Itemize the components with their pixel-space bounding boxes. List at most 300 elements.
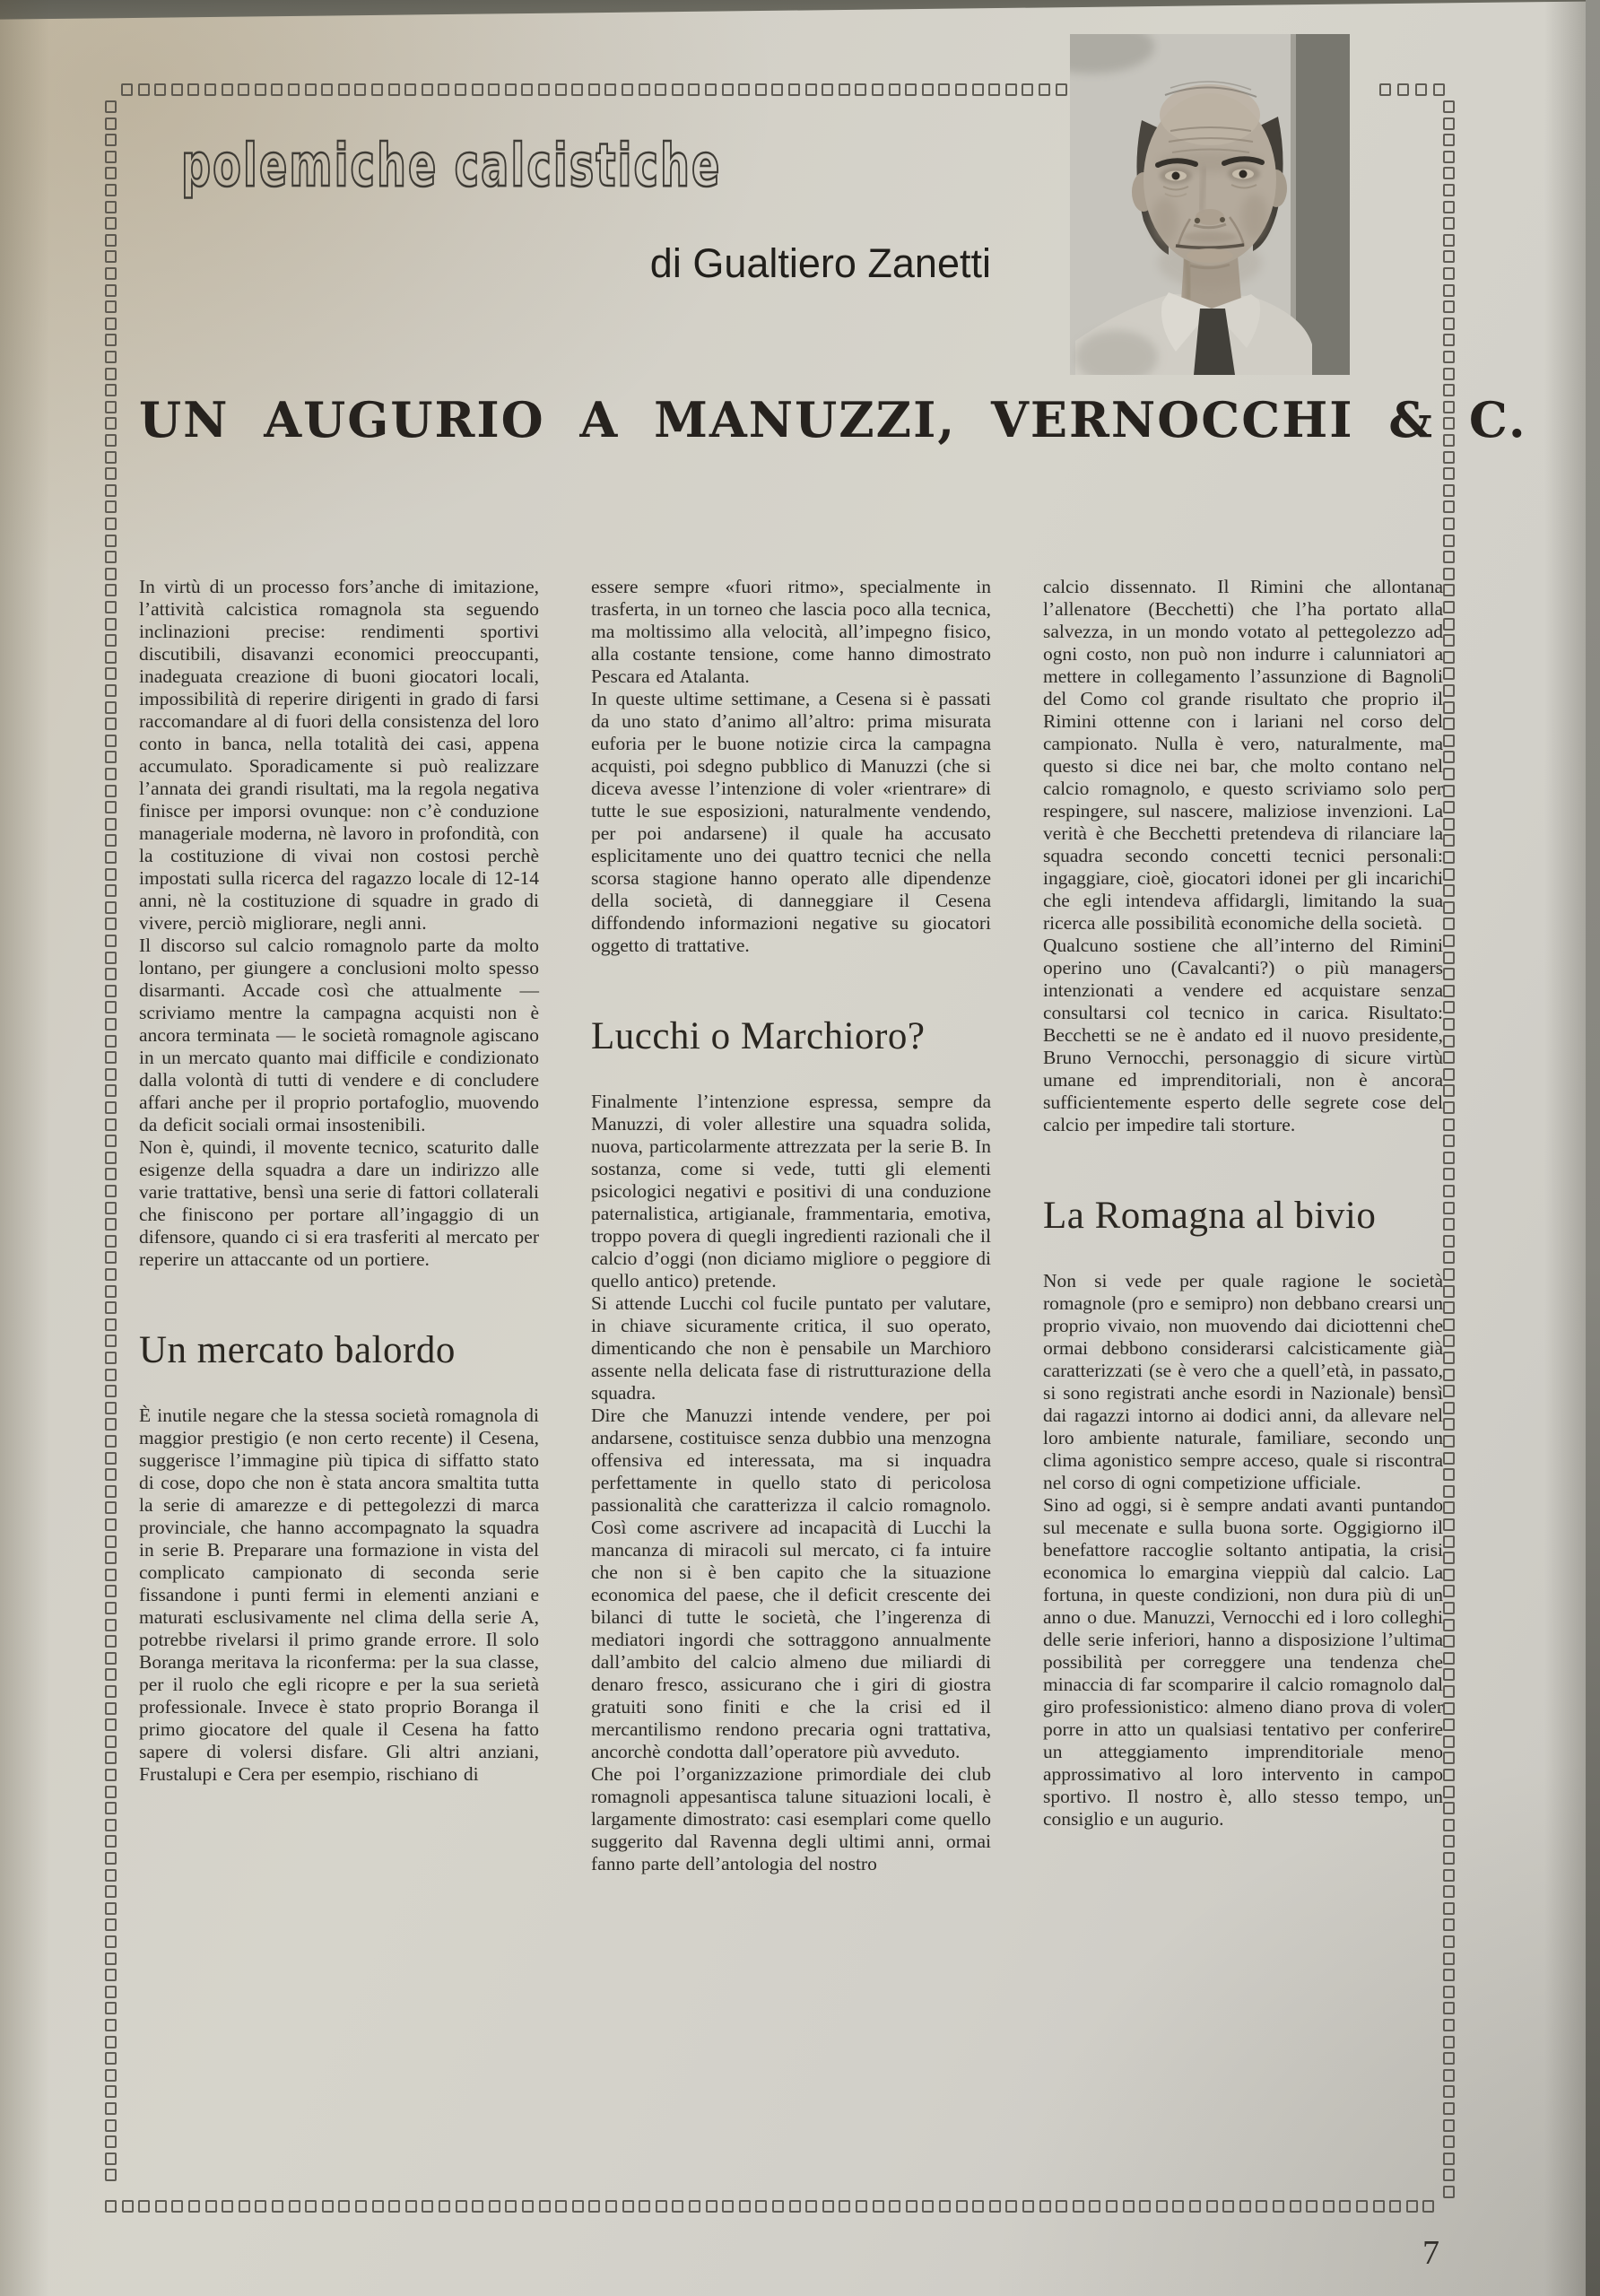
border-square — [1290, 2200, 1301, 2213]
border-square — [105, 1585, 117, 1597]
border-square — [1005, 2200, 1017, 2213]
border-square — [889, 2200, 900, 2213]
border-square — [622, 83, 633, 96]
border-square — [505, 2200, 517, 2213]
border-square — [1443, 250, 1455, 263]
byline: di Gualtiero Zanetti — [649, 240, 991, 286]
border-square — [105, 701, 117, 714]
border-square — [1443, 1835, 1455, 1848]
border-square — [889, 83, 900, 96]
border-square — [105, 1285, 117, 1298]
border-square — [105, 1935, 117, 1948]
border-square — [1443, 1735, 1455, 1748]
border-square — [105, 1001, 117, 1013]
border-square — [105, 2135, 117, 2148]
border-square — [105, 1535, 117, 1548]
border-square — [1443, 267, 1455, 280]
border-square — [588, 2200, 600, 2213]
border-square — [539, 2200, 551, 2213]
border-square — [722, 2200, 734, 2213]
border-square — [105, 1885, 117, 1898]
border-square — [1443, 2102, 1455, 2115]
border-square — [1123, 2200, 1135, 2213]
border-square — [1443, 184, 1455, 196]
border-square — [105, 718, 117, 730]
border-square — [105, 1952, 117, 1965]
border-square — [1443, 968, 1455, 980]
border-square — [1443, 1852, 1455, 1865]
section-heading: Lucchi o Marchioro? — [591, 1015, 926, 1057]
border-square — [1397, 83, 1409, 96]
border-square — [1443, 1268, 1455, 1281]
border-square — [105, 151, 117, 163]
border-square — [105, 1769, 117, 1781]
border-square — [105, 2169, 117, 2181]
border-square — [305, 83, 317, 96]
border-square — [1373, 2200, 1385, 2213]
border-square — [488, 83, 500, 96]
border-square — [856, 2200, 867, 2213]
border-square — [455, 83, 466, 96]
border-square — [138, 2200, 150, 2213]
border-square — [1156, 2200, 1168, 2213]
border-square — [105, 768, 117, 780]
border-square — [939, 2200, 951, 2213]
scan-left-shadow — [0, 0, 49, 2296]
border-square — [1443, 801, 1455, 813]
article-paragraph: In queste ultime settimane, a Cesena si è passati da uno stato d’animo all’altro: prima misurata euforia per le buone notizie circa la campagna acquisti, poi sdegno pubblico di Manuzzi (che si diceva avesse l’intenzione di voler «rientrare» di tutte le sue esposizioni, naturalmente vendendo, per poi andarsene) il quale ha accusato esplicitamente uno dei quattro tecnici che nella scorsa stagione hanno operato alle dipendenze della società, di danneggiare il Cesena diffondendo informazioni negative su giocatori oggetto di trattative. — [591, 688, 991, 956]
border-square — [105, 1152, 117, 1164]
border-square — [1443, 584, 1455, 596]
border-square — [472, 83, 483, 96]
border-square — [105, 801, 117, 813]
border-square — [672, 83, 683, 96]
border-square — [1139, 2200, 1151, 2213]
border-square — [688, 83, 700, 96]
article-body — [139, 576, 1444, 1875]
border-square — [1443, 718, 1455, 730]
border-square — [105, 1185, 117, 1197]
border-square — [1443, 500, 1455, 513]
border-square — [105, 1501, 117, 1514]
border-square — [1443, 1602, 1455, 1614]
border-square — [1443, 1885, 1455, 1898]
border-square — [739, 2200, 751, 2213]
border-square — [972, 2200, 984, 2213]
border-square — [1443, 1752, 1455, 1764]
border-square — [105, 1452, 117, 1465]
border-square — [105, 1352, 117, 1364]
border-square — [1239, 2200, 1251, 2213]
border-square — [938, 83, 950, 96]
border-square — [1443, 1135, 1455, 1147]
border-square — [105, 1986, 117, 1998]
border-square — [1443, 1668, 1455, 1681]
border-square — [1379, 83, 1391, 96]
border-square — [422, 83, 433, 96]
border-square — [1443, 2052, 1455, 2065]
border-square — [204, 83, 216, 96]
border-square — [1443, 1869, 1455, 1882]
border-square — [1443, 568, 1455, 580]
border-square — [105, 1235, 117, 1248]
border-square — [1306, 2200, 1317, 2213]
border-square — [988, 83, 1000, 96]
border-square — [1443, 284, 1455, 297]
border-square — [1189, 2200, 1201, 2213]
border-square — [105, 1418, 117, 1431]
article-column-1 — [139, 576, 539, 1875]
border-square — [105, 601, 117, 613]
border-square — [1443, 1035, 1455, 1048]
border-square — [255, 2200, 266, 2213]
border-square — [1443, 2019, 1455, 2031]
border-square — [538, 83, 550, 96]
border-square — [839, 2200, 850, 2213]
border-square — [689, 2200, 700, 2213]
border-square — [105, 134, 117, 146]
border-square — [255, 83, 266, 96]
border-square — [105, 500, 117, 513]
border-square — [1443, 1619, 1455, 1631]
border-square — [105, 651, 117, 664]
article-paragraph: calcio dissennato. Il Rimini che allontana l’allenatore (Becchetti) che l’ha portato alla salvezza, in un mondo votato al pettegolezzo ad ogni costo, non può non indurre i calunniatori a mettere in collegamento l’assunzione di Bagnoli del Como col grande risultato che proprio il Rimini ottenne con i lariani nel corso del campionato. Nulla è vero, naturalmente, ma questo si dice nei bar, che molto contano nel calcio romagnolo, e questo scriviamo solo per respingere, sul nascere, maliziose invenzioni. La verità è che Becchetti pretendeva di rilanciare la squadra secondo concetti tecnici personali: ingaggiare, cioè, giocatori idonei per gli incarichi che egli intendeva affidargli, limitando la sua ricerca alle possibilità economiche della società. — [1043, 576, 1443, 934]
border-square — [1443, 1902, 1455, 1915]
border-square — [1443, 651, 1455, 664]
border-square — [105, 234, 117, 247]
border-square — [1443, 1369, 1455, 1381]
border-square — [755, 83, 767, 96]
border-square — [105, 1402, 117, 1414]
border-square — [105, 434, 117, 447]
border-square — [105, 284, 117, 297]
border-square — [522, 2200, 534, 2213]
border-square — [271, 83, 283, 96]
border-square — [1443, 985, 1455, 997]
border-square — [1443, 935, 1455, 947]
border-square — [105, 1635, 117, 1648]
border-square — [105, 1218, 117, 1231]
border-square — [772, 2200, 784, 2213]
page-number: 7 — [1422, 2234, 1439, 2272]
border-square — [855, 83, 866, 96]
border-square — [1443, 1285, 1455, 1298]
border-square — [321, 83, 333, 96]
border-square — [1443, 1969, 1455, 1981]
border-square — [338, 2200, 350, 2213]
border-square — [105, 1685, 117, 1698]
border-square — [205, 2200, 217, 2213]
border-square — [1005, 83, 1017, 96]
border-square — [922, 83, 934, 96]
border-square — [1443, 634, 1455, 647]
border-square — [105, 884, 117, 897]
border-square — [105, 834, 117, 847]
scan-right-shadow — [1544, 0, 1586, 2296]
border-square — [1443, 117, 1455, 130]
border-square — [1443, 2036, 1455, 2048]
border-square — [1443, 1068, 1455, 1081]
border-square — [105, 2052, 117, 2065]
border-square — [122, 2200, 134, 2213]
border-square — [1415, 83, 1427, 96]
border-square — [105, 634, 117, 647]
border-square — [105, 217, 117, 230]
border-square — [1443, 1152, 1455, 1164]
border-square — [1443, 1301, 1455, 1314]
article-paragraph: essere sempre «fuori ritmo», specialmente in trasferta, in un torneo che lascia poco alla tecnica, ma moltissimo alla velocità, all’impegno fisico, alla costante tensione, come hanno dimostrato Pescara ed Atalanta. — [591, 576, 991, 687]
border-square — [1443, 1251, 1455, 1264]
border-square — [105, 184, 117, 196]
border-square — [105, 384, 117, 396]
border-square — [1443, 2186, 1455, 2198]
border-square — [1443, 1168, 1455, 1180]
border-square — [105, 667, 117, 680]
article-column-2 — [591, 576, 991, 1875]
border-square — [1443, 2152, 1455, 2165]
border-square — [105, 1202, 117, 1214]
article-column-3 — [1043, 576, 1443, 1875]
article-paragraph: In virtù di un processo fors’anche di imitazione, l’attività calcistica romagnola sta seguendo inclinazioni precise: rendimenti sportivi discutibili, disavanzi economici preoccupanti, inadeguata creazione di buoni giocatori locali, impossibilità di reperire dirigenti in grado di farsi raccomandare al di fuori della consistenza del loro conto in banca, nella totalità dei casi, appena accumulato. Sporadicamente si può realizzare l’annata dei grandi risultati, ma la regola negativa finisce per imporsi ovunque: non c’è conduzione manageriale moderna, nè lavoro in profondità, con la costituzione di vivai non costosi perchè impostati sulla ricerca del ragazzo locale di 12-14 anni, nè la costituzione di squadre in grado di vivere, perciò migliorare, negli anni. — [139, 576, 539, 934]
border-square — [872, 83, 883, 96]
article-paragraph: Dire che Manuzzi intende vendere, per poi andarsene, costituisce senza dubbio una menzogna offensiva ed interessata, ma si inquadra perfettamente in quello stato di pericolosa passionalità che caratterizza il calcio romagnolo. Così come ascrivere ad incapacità di Lucchi la mancanza di miracoli sul mercato, ci fa intuire che non si è ben capito che la situazione economica del paese, che il deficit crescente dei bilanci di tutte le società, che l’ingerenza di mediatori ingordi che sottraggono annualmente dall’ambito del calcio almeno due miliardi di denaro fresco, assicurano che i giri di giostra gratuiti sono finiti e che la crisi ed il mercantilismo rendono precaria ogni trattativa, ancorchè condotta dall’operatore più avveduto. — [591, 1405, 991, 1762]
border-square — [105, 100, 117, 113]
border-square — [105, 935, 117, 947]
border-square — [105, 1702, 117, 1715]
border-square — [1422, 2200, 1434, 2213]
border-square — [1443, 551, 1455, 563]
border-square — [105, 2036, 117, 2048]
portrait-photo-illustration — [1070, 34, 1350, 375]
border-square — [105, 1819, 117, 1831]
border-square — [622, 2200, 634, 2213]
border-square — [1339, 2200, 1351, 2213]
border-square — [105, 2119, 117, 2132]
border-square — [505, 83, 517, 96]
border-square — [105, 1135, 117, 1147]
border-square — [239, 2200, 250, 2213]
border-square — [105, 1569, 117, 1581]
border-square — [154, 83, 166, 96]
border-square — [439, 2200, 450, 2213]
section-title: polemiche calcistiche — [181, 131, 722, 200]
border-square — [105, 1902, 117, 1915]
border-square — [955, 83, 967, 96]
border-square — [1039, 83, 1050, 96]
border-square — [388, 2200, 400, 2213]
border-square — [1022, 2200, 1034, 2213]
border-square — [605, 2200, 617, 2213]
border-square — [105, 1786, 117, 1798]
border-square — [404, 83, 416, 96]
border-square — [1443, 467, 1455, 480]
border-square — [105, 201, 117, 213]
border-square — [1443, 334, 1455, 346]
border-square — [105, 968, 117, 980]
border-square — [105, 568, 117, 580]
border-square — [105, 1385, 117, 1397]
border-square — [1443, 1518, 1455, 1531]
border-square — [1443, 868, 1455, 881]
border-square — [989, 2200, 1001, 2213]
border-square — [755, 2200, 767, 2213]
border-square — [105, 952, 117, 964]
article-paragraph: Qualcuno sostiene che all’interno del Rimini operino uno (Cavalcanti?) o più managers intenzionati a vendere ed acquistare senza consultarsi col tecnico in carica. Risultato: Becchetti se ne è andato ed il nuovo presidente, Bruno Vernocchi, personaggio di sicure virtù umane ed imprenditoriali, non è ancora sufficientemente esperto delle segrete cose del calcio per impedire tali storture. — [1043, 935, 1443, 1135]
border-square — [1443, 901, 1455, 914]
border-square — [1443, 1118, 1455, 1131]
article-paragraph: Non è, quindi, il movente tecnico, scaturito dalle esigenze della squadra a dare un indirizzo alle varie trattative, bensì una serie di fattori collaterali che finiscono per portare all’ingaggio di un difensore, quando ci si era trasferiti al mercato per reperire un attaccante od un portiere. — [139, 1136, 539, 1270]
scan-right-edge — [1586, 0, 1600, 2296]
border-square — [105, 1852, 117, 1865]
border-square — [639, 83, 650, 96]
border-square — [105, 2102, 117, 2115]
border-square — [905, 83, 917, 96]
border-square — [438, 83, 449, 96]
border-square — [1443, 918, 1455, 930]
article-headline: UN AUGURIO A MANUZZI, VERNOCCHI & C. — [139, 391, 1527, 448]
border-square — [372, 2200, 384, 2213]
border-square — [105, 317, 117, 330]
border-square — [1443, 351, 1455, 363]
border-square — [1443, 834, 1455, 847]
border-square — [1443, 1635, 1455, 1648]
border-square — [972, 83, 984, 96]
border-square — [105, 2069, 117, 2082]
border-square — [1443, 1452, 1455, 1465]
border-square — [1443, 1185, 1455, 1197]
border-square — [105, 1118, 117, 1131]
border-square — [1443, 1101, 1455, 1114]
border-square — [105, 1301, 117, 1314]
border-square — [105, 1084, 117, 1097]
border-square — [456, 2200, 467, 2213]
border-square — [1056, 2200, 1067, 2213]
border-square — [1443, 1435, 1455, 1448]
border-square — [105, 751, 117, 763]
border-square — [1206, 2200, 1218, 2213]
section-heading: Un mercato balordo — [139, 1329, 456, 1371]
border-square — [105, 167, 117, 179]
border-square — [922, 2200, 934, 2213]
border-square — [105, 1835, 117, 1848]
border-square — [105, 1718, 117, 1731]
border-square — [105, 1018, 117, 1031]
border-square — [1443, 217, 1455, 230]
border-square — [1022, 83, 1033, 96]
border-square — [289, 2200, 300, 2213]
border-square — [1443, 1468, 1455, 1481]
border-square — [1443, 1235, 1455, 1248]
border-square — [839, 83, 850, 96]
border-square — [571, 83, 583, 96]
border-square — [1443, 2135, 1455, 2148]
border-square — [1443, 1918, 1455, 1931]
border-square — [272, 2200, 283, 2213]
border-square — [1443, 234, 1455, 247]
border-square — [188, 2200, 200, 2213]
border-square — [722, 83, 734, 96]
border-square — [105, 117, 117, 130]
border-square — [1443, 1318, 1455, 1331]
border-square — [388, 83, 400, 96]
border-square — [705, 83, 717, 96]
border-square — [371, 83, 383, 96]
border-square — [489, 2200, 500, 2213]
border-square — [105, 351, 117, 363]
border-square — [1443, 167, 1455, 179]
border-square — [105, 1168, 117, 1180]
border-square — [1443, 201, 1455, 213]
border-square — [1443, 751, 1455, 763]
border-square — [656, 2200, 667, 2213]
border-square — [171, 2200, 183, 2213]
border-square — [105, 1619, 117, 1631]
border-square — [1443, 1385, 1455, 1397]
border-square — [105, 1435, 117, 1448]
border-square — [906, 2200, 917, 2213]
border-square — [1443, 2169, 1455, 2181]
border-square — [1443, 1585, 1455, 1597]
border-square — [1443, 1652, 1455, 1665]
border-square — [472, 2200, 483, 2213]
border-square — [1443, 300, 1455, 313]
border-square — [1443, 735, 1455, 747]
border-square — [1443, 134, 1455, 146]
border-square — [105, 1752, 117, 1764]
border-square — [1056, 83, 1067, 96]
border-square — [706, 2200, 717, 2213]
border-square — [1443, 1685, 1455, 1698]
border-square — [873, 2200, 884, 2213]
border-square — [1443, 451, 1455, 464]
border-square — [572, 2200, 584, 2213]
border-square — [105, 985, 117, 997]
border-square — [105, 1652, 117, 1665]
border-square — [105, 1485, 117, 1498]
border-square — [105, 1918, 117, 1931]
border-square — [105, 517, 117, 530]
border-square — [288, 83, 300, 96]
border-square — [805, 2200, 817, 2213]
border-square — [105, 684, 117, 697]
border-square — [738, 83, 750, 96]
border-square — [655, 83, 666, 96]
border-square — [1273, 2200, 1284, 2213]
border-square — [138, 83, 150, 96]
border-square — [1443, 2085, 1455, 2098]
border-square — [1443, 151, 1455, 163]
border-square — [1443, 1051, 1455, 1064]
border-square — [1443, 884, 1455, 897]
border-square — [105, 1735, 117, 1748]
border-square — [1443, 535, 1455, 547]
article-paragraph: È inutile negare che la stessa società romagnola di maggior prestigio (e non certo recente) il Cesena, suggerisce l’immagine più tipica di siffatto stato di cose, dopo che non è stata ancora smaltita tutta la serie di amarezze e di pettegolezzi di marca provinciale, che hanno accompagnato la squadra in serie B. Preparare una formazione in vista del complicato campionato di seconda serie fissandone i punti fermi in elementi anziani e maturati esclusivamente nel clima della serie A, potrebbe rivelarsi il primo grande errore. Il solo Boranga meritava la riconferma: per la sua classe, per il ruolo che egli ricopre e per la sua serietà professionale. Invece è stato proprio Boranga il primo giocatore del quale il Cesena ha fatto sapere di volersi disfare. Gli altri anziani, Frustalupi e Cera per esempio, rischiano di — [139, 1405, 539, 1785]
border-square — [588, 83, 600, 96]
border-square — [1443, 1718, 1455, 1731]
border-square — [1443, 1352, 1455, 1364]
border-square — [322, 2200, 334, 2213]
border-square — [105, 1602, 117, 1614]
border-square — [1089, 2200, 1100, 2213]
border-square — [1443, 851, 1455, 864]
border-square — [105, 368, 117, 380]
border-square — [956, 2200, 968, 2213]
border-square — [105, 300, 117, 313]
border-square — [105, 1668, 117, 1681]
border-square — [222, 2200, 233, 2213]
border-square — [105, 584, 117, 596]
border-square — [355, 2200, 367, 2213]
